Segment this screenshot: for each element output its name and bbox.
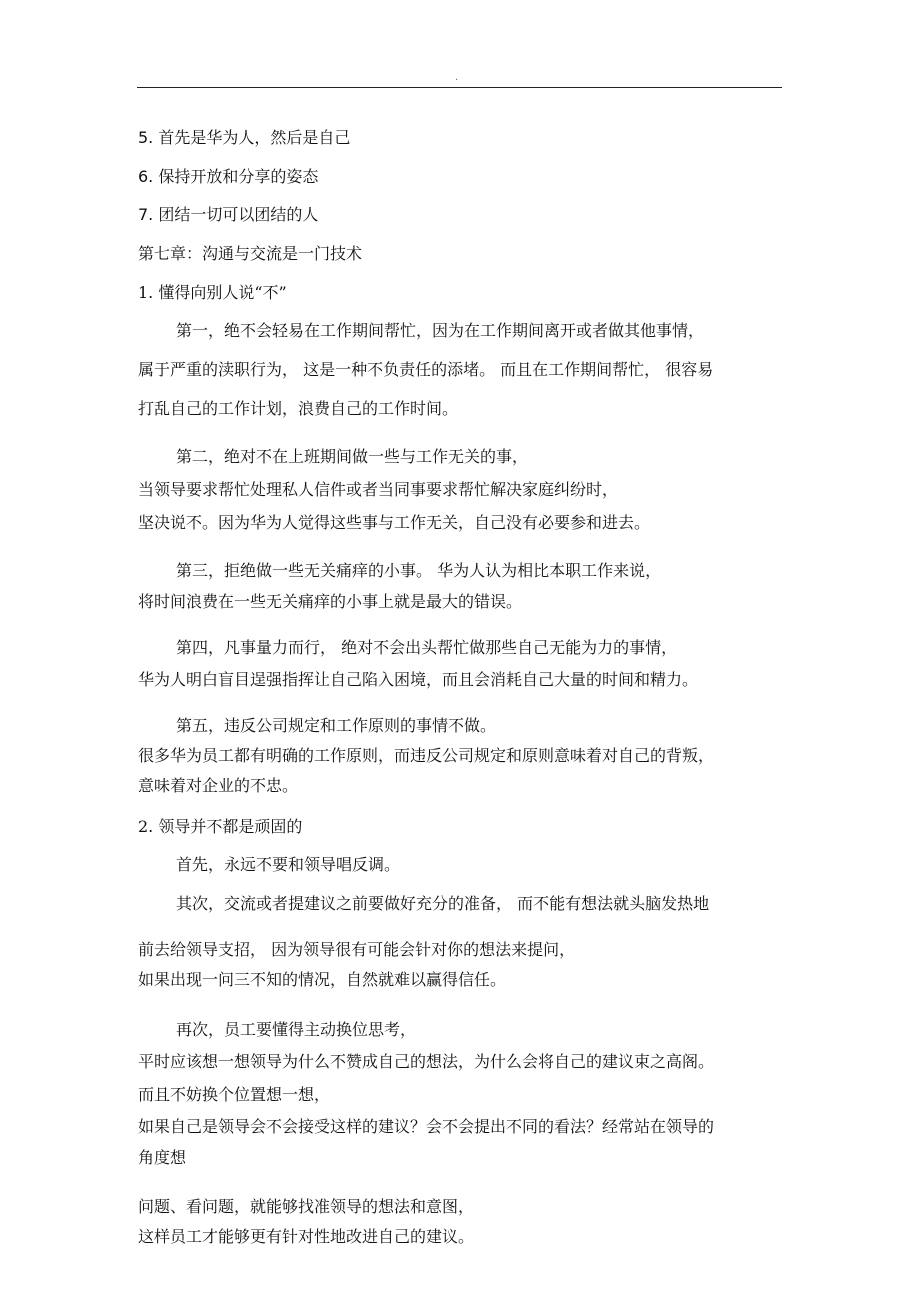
header-rule bbox=[137, 87, 782, 88]
paragraph-line: 平时应该想一想领导为什么不赞成自己的想法，为什么会将自己的建议束之高阁。 bbox=[138, 1052, 715, 1071]
paragraph-line: 如果自己是领导会不会接受这样的建议？会不会提出不同的看法？经常站在领导的 bbox=[138, 1117, 715, 1136]
section-heading: 2. 领导并不都是顽固的 bbox=[138, 817, 303, 836]
paragraph-line: 其次，交流或者提建议之前要做好充分的准备， 而不能有想法就头脑发热地 bbox=[176, 894, 710, 913]
list-item: 5. 首先是华为人，然后是自己 bbox=[138, 128, 351, 147]
list-item: 6. 保持开放和分享的姿态 bbox=[138, 167, 319, 186]
paragraph-line: 这样员工才能够更有针对性地改进自己的建议。 bbox=[138, 1227, 475, 1246]
list-item: 7. 团结一切可以团结的人 bbox=[138, 205, 319, 224]
paragraph-line: 角度想 bbox=[138, 1148, 187, 1167]
paragraph-line: 打乱自己的工作计划，浪费自己的工作时间。 bbox=[138, 399, 459, 418]
paragraph-line: 问题、看问题，就能够找准领导的想法和意图， bbox=[138, 1197, 475, 1216]
paragraph-line: 如果出现一问三不知的情况，自然就难以赢得信任。 bbox=[138, 970, 507, 989]
paragraph-line: 当领导要求帮忙处理私人信件或者当同事要求帮忙解决家庭纠纷时， bbox=[138, 480, 619, 499]
section-heading: 1. 懂得向别人说“不” bbox=[138, 283, 287, 302]
chapter-heading: 第七章：沟通与交流是一门技术 bbox=[138, 244, 363, 263]
paragraph-line: 将时间浪费在一些无关痛痒的小事上就是最大的错误。 bbox=[138, 592, 523, 611]
paragraph-line: 再次，员工要懂得主动换位思考， bbox=[176, 1020, 417, 1039]
paragraph-line: 很多华为员工都有明确的工作原则，而违反公司规定和原则意味着对自己的背叛， bbox=[138, 746, 715, 765]
paragraph-line: 第二，绝对不在上班期间做一些与工作无关的事， bbox=[176, 447, 529, 466]
paragraph-line: 首先，永远不要和领导唱反调。 bbox=[176, 855, 401, 874]
paragraph-line: 前去给领导支招， 因为领导很有可能会针对你的想法来提问， bbox=[138, 940, 576, 959]
paragraph-line: 华为人明白盲目逞强指挥让自己陷入困境，而且会消耗自己大量的时间和精力。 bbox=[138, 670, 699, 689]
paragraph-line: 第五，违反公司规定和工作原则的事情不做。 bbox=[176, 716, 497, 735]
paragraph-line: 第三，拒绝做一些无关痛痒的小事。 华为人认为相比本职工作来说， bbox=[176, 561, 662, 580]
paragraph-line: 第一，绝不会轻易在工作期间帮忙，因为在工作期间离开或者做其他事情， bbox=[176, 321, 705, 340]
paragraph-line: 属于严重的渎职行为， 这是一种不负责任的添堵。 而且在工作期间帮忙， 很容易 bbox=[138, 360, 714, 379]
header-mark: . bbox=[455, 72, 459, 83]
paragraph-line: 意味着对企业的不忠。 bbox=[138, 776, 299, 795]
paragraph-line: 而且不妨换个位置想一想， bbox=[138, 1085, 331, 1104]
paragraph-line: 坚决说不。因为华为人觉得这些事与工作无关，自己没有必要参和进去。 bbox=[138, 513, 651, 532]
paragraph-line: 第四，凡事量力而行， 绝对不会出头帮忙做那些自己无能为力的事情， bbox=[176, 638, 678, 657]
